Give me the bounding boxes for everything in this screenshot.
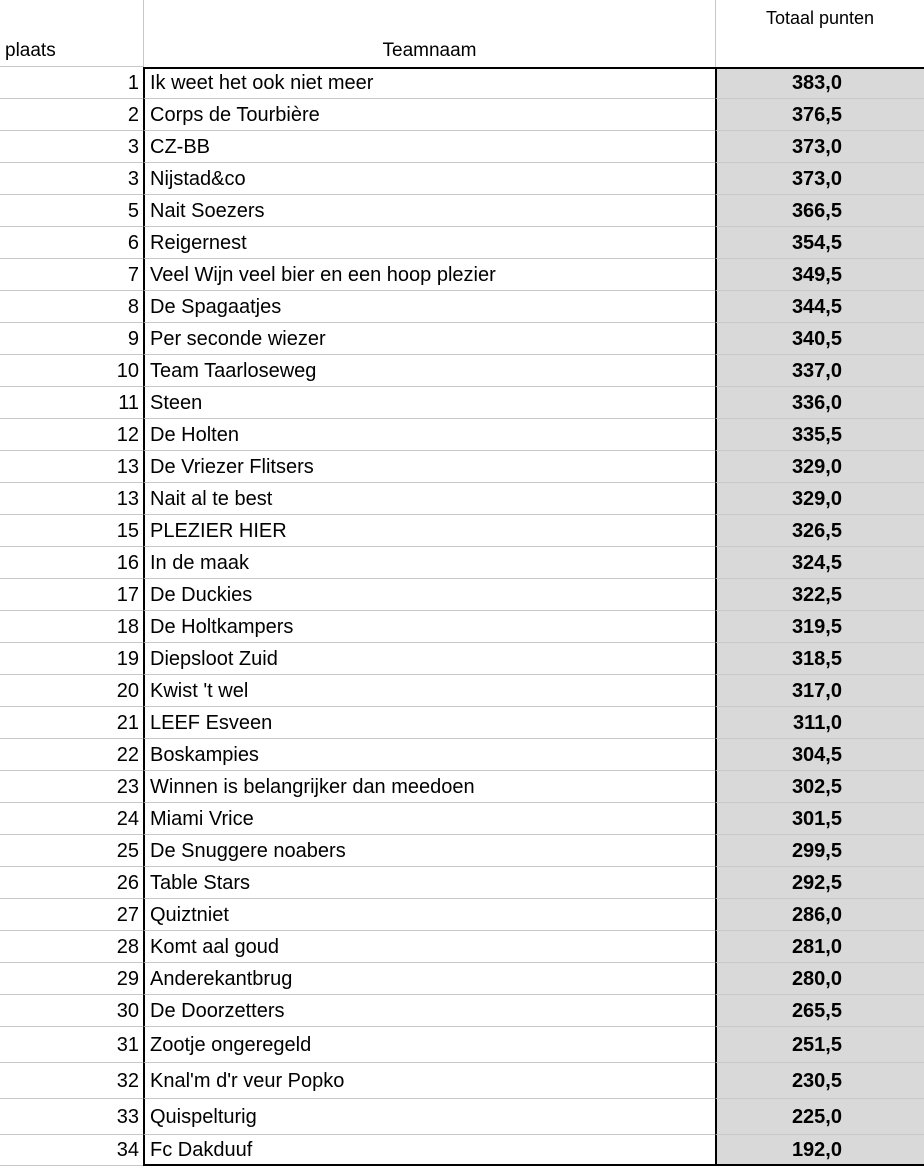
table-row: [0, 835, 924, 867]
team-name-cell[interactable]: Nijstad&co: [143, 163, 715, 195]
team-name-cell[interactable]: Quispelturig: [143, 1099, 715, 1135]
table-row: [0, 579, 924, 611]
table-row: [0, 931, 924, 963]
place-cell[interactable]: 21: [0, 707, 143, 739]
total-points-cell[interactable]: 301,5: [715, 803, 924, 835]
header-cell-place[interactable]: [0, 0, 143, 67]
place-cell[interactable]: 31: [0, 1027, 143, 1063]
place-cell[interactable]: 13: [0, 483, 143, 515]
table-row: [0, 707, 924, 739]
place-cell[interactable]: 15: [0, 515, 143, 547]
team-name-cell[interactable]: Veel Wijn veel bier en een hoop plezier: [143, 259, 715, 291]
total-points-cell[interactable]: 324,5: [715, 547, 924, 579]
place-cell[interactable]: 5: [0, 195, 143, 227]
table-row: [0, 131, 924, 163]
total-points-cell[interactable]: 317,0: [715, 675, 924, 707]
total-points-cell[interactable]: 373,0: [715, 131, 924, 163]
total-points-cell[interactable]: 318,5: [715, 643, 924, 675]
place-cell[interactable]: 3: [0, 131, 143, 163]
total-points-cell[interactable]: 373,0: [715, 163, 924, 195]
table-row: [0, 227, 924, 259]
team-name-cell[interactable]: Fc Dakduuf: [143, 1135, 715, 1166]
place-cell[interactable]: 11: [0, 387, 143, 419]
place-cell[interactable]: 28: [0, 931, 143, 963]
table-row: [0, 867, 924, 899]
place-cell[interactable]: 26: [0, 867, 143, 899]
header-cell-total[interactable]: [715, 0, 924, 67]
total-points-cell[interactable]: 376,5: [715, 99, 924, 131]
total-points-cell[interactable]: 354,5: [715, 227, 924, 259]
total-points-cell[interactable]: 344,5: [715, 291, 924, 323]
table-row: [0, 995, 924, 1027]
total-points-cell[interactable]: 192,0: [715, 1135, 924, 1166]
total-points-cell[interactable]: 335,5: [715, 419, 924, 451]
table-row: [0, 739, 924, 771]
table-row: [0, 1135, 924, 1166]
place-cell[interactable]: 9: [0, 323, 143, 355]
total-points-cell[interactable]: 340,5: [715, 323, 924, 355]
team-name-cell[interactable]: De Snuggere noabers: [143, 835, 715, 867]
total-points-cell[interactable]: 336,0: [715, 387, 924, 419]
total-points-cell[interactable]: 311,0: [715, 707, 924, 739]
team-name-cell[interactable]: PLEZIER HIER: [143, 515, 715, 547]
table-row: [0, 1027, 924, 1063]
place-cell[interactable]: 7: [0, 259, 143, 291]
team-name-cell[interactable]: LEEF Esveen: [143, 707, 715, 739]
total-points-cell[interactable]: 322,5: [715, 579, 924, 611]
total-points-cell[interactable]: 349,5: [715, 259, 924, 291]
table-row: [0, 67, 924, 99]
team-name-cell[interactable]: Ik weet het ook niet meer: [143, 67, 715, 99]
total-points-cell[interactable]: 225,0: [715, 1099, 924, 1135]
total-points-cell[interactable]: 251,5: [715, 1027, 924, 1063]
team-name-cell[interactable]: Knal'm d'r veur Popko: [143, 1063, 715, 1099]
table-row: [0, 291, 924, 323]
place-cell[interactable]: 27: [0, 899, 143, 931]
place-cell[interactable]: 20: [0, 675, 143, 707]
table-row: [0, 547, 924, 579]
header-place-label: plaats: [5, 40, 56, 61]
total-points-cell[interactable]: 383,0: [715, 67, 924, 99]
table-row: [0, 515, 924, 547]
table-row: [0, 771, 924, 803]
team-name-cell[interactable]: De Vriezer Flitsers: [143, 451, 715, 483]
total-points-cell[interactable]: 292,5: [715, 867, 924, 899]
table-row: [0, 99, 924, 131]
team-name-cell[interactable]: Steen: [143, 387, 715, 419]
table-row: [0, 355, 924, 387]
team-name-cell[interactable]: De Doorzetters: [143, 995, 715, 1027]
total-points-cell[interactable]: 302,5: [715, 771, 924, 803]
place-cell[interactable]: 24: [0, 803, 143, 835]
table-row: [0, 483, 924, 515]
total-points-cell[interactable]: 319,5: [715, 611, 924, 643]
table-row: [0, 963, 924, 995]
team-name-cell[interactable]: Kwist 't wel: [143, 675, 715, 707]
team-name-cell[interactable]: Miami Vrice: [143, 803, 715, 835]
team-name-cell[interactable]: Corps de Tourbière: [143, 99, 715, 131]
total-points-cell[interactable]: 280,0: [715, 963, 924, 995]
place-cell[interactable]: 6: [0, 227, 143, 259]
team-name-cell[interactable]: Winnen is belangrijker dan meedoen: [143, 771, 715, 803]
team-name-cell[interactable]: De Holten: [143, 419, 715, 451]
place-cell[interactable]: 10: [0, 355, 143, 387]
team-name-cell[interactable]: Per seconde wiezer: [143, 323, 715, 355]
place-cell[interactable]: 8: [0, 291, 143, 323]
place-cell[interactable]: 13: [0, 451, 143, 483]
place-cell[interactable]: 1: [0, 67, 143, 99]
total-points-cell[interactable]: 326,5: [715, 515, 924, 547]
total-points-cell[interactable]: 299,5: [715, 835, 924, 867]
table-row: [0, 259, 924, 291]
team-name-cell[interactable]: Nait Soezers: [143, 195, 715, 227]
place-cell[interactable]: 33: [0, 1099, 143, 1135]
table-row: [0, 1063, 924, 1099]
team-name-cell[interactable]: Table Stars: [143, 867, 715, 899]
total-points-cell[interactable]: 286,0: [715, 899, 924, 931]
place-cell[interactable]: 12: [0, 419, 143, 451]
total-points-cell[interactable]: 265,5: [715, 995, 924, 1027]
total-points-cell[interactable]: 281,0: [715, 931, 924, 963]
total-points-cell[interactable]: 304,5: [715, 739, 924, 771]
table-row: [0, 451, 924, 483]
table-row: [0, 675, 924, 707]
total-points-cell[interactable]: 329,0: [715, 483, 924, 515]
team-name-cell[interactable]: De Spagaatjes: [143, 291, 715, 323]
place-cell[interactable]: 17: [0, 579, 143, 611]
place-cell[interactable]: 16: [0, 547, 143, 579]
total-points-cell[interactable]: 366,5: [715, 195, 924, 227]
place-cell[interactable]: 30: [0, 995, 143, 1027]
ranking-table: [0, 67, 924, 1166]
header-total-label: Totaal punten: [765, 8, 875, 28]
table-row: [0, 195, 924, 227]
table-row: [0, 419, 924, 451]
table-row: [0, 1099, 924, 1135]
team-name-cell[interactable]: CZ-BB: [143, 131, 715, 163]
team-name-cell[interactable]: Komt aal goud: [143, 931, 715, 963]
header-team-label: Teamnaam: [382, 40, 477, 61]
team-name-cell[interactable]: Zootje ongeregeld: [143, 1027, 715, 1063]
place-cell[interactable]: 19: [0, 643, 143, 675]
total-points-cell[interactable]: 230,5: [715, 1063, 924, 1099]
place-cell[interactable]: 32: [0, 1063, 143, 1099]
total-points-cell[interactable]: 329,0: [715, 451, 924, 483]
table-row: [0, 899, 924, 931]
place-cell[interactable]: 25: [0, 835, 143, 867]
place-cell[interactable]: 23: [0, 771, 143, 803]
place-cell[interactable]: 18: [0, 611, 143, 643]
team-name-cell[interactable]: De Duckies: [143, 579, 715, 611]
place-cell[interactable]: 3: [0, 163, 143, 195]
team-name-cell[interactable]: Boskampies: [143, 739, 715, 771]
team-name-cell[interactable]: Anderekantbrug: [143, 963, 715, 995]
team-name-cell[interactable]: Nait al te best: [143, 483, 715, 515]
place-cell[interactable]: 29: [0, 963, 143, 995]
table-row: [0, 323, 924, 355]
place-cell[interactable]: 34: [0, 1135, 143, 1166]
header-cell-team[interactable]: [143, 0, 715, 67]
place-cell[interactable]: 22: [0, 739, 143, 771]
team-name-cell[interactable]: Team Taarloseweg: [143, 355, 715, 387]
table-row: [0, 387, 924, 419]
table-row: [0, 611, 924, 643]
team-name-cell[interactable]: De Holtkampers: [143, 611, 715, 643]
table-row: [0, 643, 924, 675]
total-points-cell[interactable]: 337,0: [715, 355, 924, 387]
team-name-cell[interactable]: Diepsloot Zuid: [143, 643, 715, 675]
team-name-cell[interactable]: Reigernest: [143, 227, 715, 259]
place-cell[interactable]: 2: [0, 99, 143, 131]
table-row: [0, 163, 924, 195]
team-name-cell[interactable]: In de maak: [143, 547, 715, 579]
table-row: [0, 803, 924, 835]
team-name-cell[interactable]: Quiztniet: [143, 899, 715, 931]
